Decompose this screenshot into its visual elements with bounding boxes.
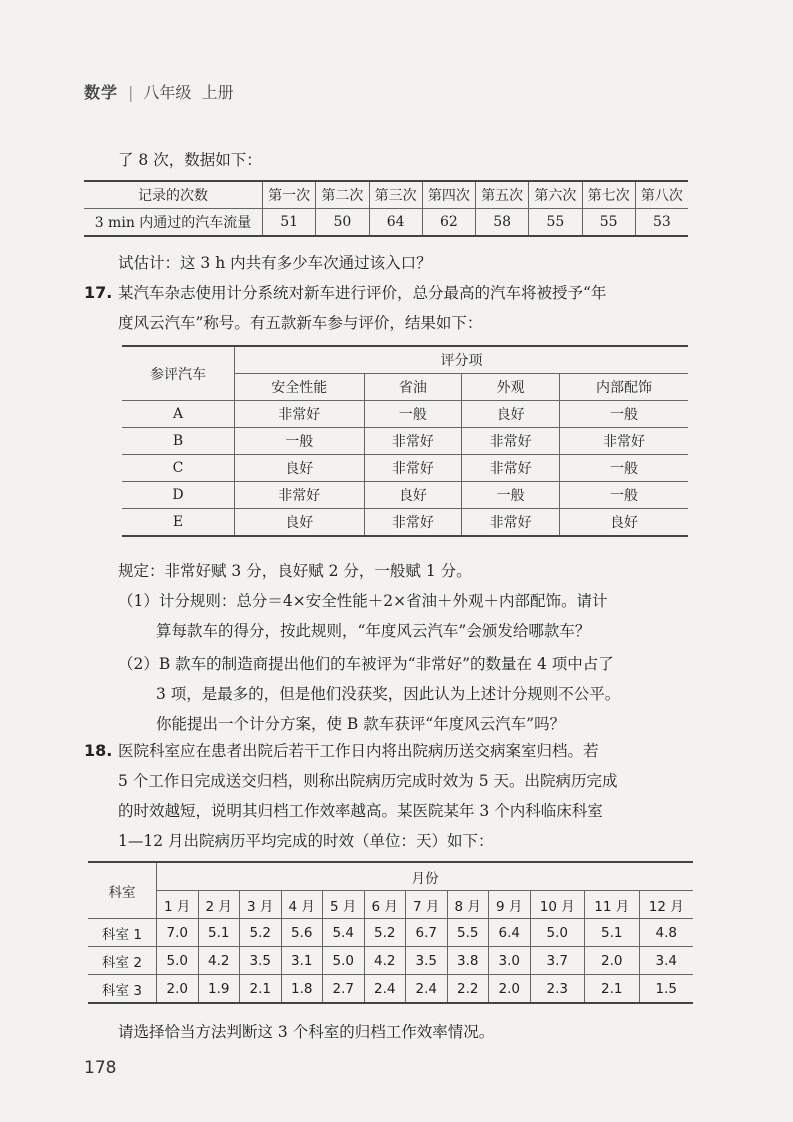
table-cell: 2.2	[447, 975, 489, 1004]
table-header-cell: 第三次	[369, 181, 422, 209]
table-cell: 良好	[235, 509, 365, 537]
table-cell: 5.5	[447, 919, 489, 947]
table-cell: 5.1	[198, 919, 240, 947]
table-cell: 3.4	[639, 947, 693, 975]
question-text: 度风云汽车”称号。有五款新车参与评价，结果如下：	[118, 314, 483, 332]
table-cell: 55	[529, 209, 582, 237]
table-cell: 64	[369, 209, 422, 237]
table-row	[122, 401, 688, 428]
table-cell: 7.0	[157, 919, 199, 947]
final-question-line: 请选择恰当方法判断这 3 个科室的归档工作效率情况。	[118, 1023, 495, 1041]
header-grade: 八年级	[143, 83, 192, 102]
part1-text: （1）计分规则：总分＝4×安全性能＋2×省油＋外观＋内部配饰。请计	[118, 592, 608, 610]
table-cell: 一般	[560, 401, 688, 428]
table-header-cell: 第一次	[263, 181, 316, 209]
table-header-cell: 9 月	[489, 891, 531, 919]
table-row	[84, 181, 688, 209]
table-row	[122, 455, 688, 482]
page-header	[84, 80, 234, 103]
table-header-cell: 第八次	[635, 181, 688, 209]
part2-text: （2）B 款车的制造商提出他们的车被评为“非常好”的数量在 4 项中占了	[118, 655, 614, 673]
question-text: 某汽车杂志使用计分系统对新车进行评价，总分最高的汽车将被授予“年	[118, 284, 607, 302]
table-row	[88, 891, 693, 919]
header-volume: 上册	[201, 83, 234, 102]
part2-text: 3 项，是最多的，但是他们没获奖，因此认为上述计分规则不公平。	[156, 685, 621, 703]
table-header-cell: 第五次	[476, 181, 529, 209]
table-cell: 5.2	[364, 919, 406, 947]
table-cell: 2.0	[489, 975, 531, 1004]
table-row	[122, 509, 688, 537]
table-cell: 2.1	[240, 975, 282, 1004]
table-header-cell: 7 月	[406, 891, 448, 919]
table-cell: 3.5	[240, 947, 282, 975]
question-text: 5 个工作日完成送交归档，则称出院病历完成时效为 5 天。出院病历完成	[118, 772, 618, 790]
table-cell: 一般	[364, 401, 462, 428]
table-row	[88, 862, 693, 891]
table-cell: 5.0	[530, 919, 585, 947]
table-cell: 4.2	[364, 947, 406, 975]
table-cell: 51	[263, 209, 316, 237]
table-cell: 3.5	[406, 947, 448, 975]
table-group-header: 评分项	[235, 346, 689, 374]
table-header-cell: 安全性能	[235, 374, 365, 401]
table-row-header: 科室 3	[88, 975, 157, 1004]
table-cell: 良好	[560, 509, 688, 537]
question-text: 1—12 月出院病历平均完成的时效（单位：天）如下：	[118, 832, 494, 850]
table-cell: 62	[422, 209, 475, 237]
table-corner-header: 参评汽车	[122, 346, 235, 401]
table-cell: 非常好	[364, 455, 462, 482]
header-separator: |	[128, 83, 134, 102]
traffic-table	[84, 180, 688, 237]
table-cell: 良好	[235, 455, 365, 482]
table-cell: 5.1	[585, 919, 640, 947]
table-cell: 2.0	[157, 975, 199, 1004]
table-row	[88, 975, 693, 1004]
table-header-cell: 3 月	[240, 891, 282, 919]
table-header-cell: 8 月	[447, 891, 489, 919]
table-cell: 1.9	[198, 975, 240, 1004]
table-row	[122, 346, 688, 374]
table-header-cell: 省油	[364, 374, 462, 401]
table-header-cell: 第二次	[316, 181, 369, 209]
table-row	[122, 428, 688, 455]
table-cell: 2.4	[364, 975, 406, 1004]
table-cell: 2.4	[406, 975, 448, 1004]
table-cell: 一般	[560, 482, 688, 509]
rule-line: 规定：非常好赋 3 分，良好赋 2 分，一般赋 1 分。	[118, 562, 472, 580]
table-cell: 5.6	[281, 919, 323, 947]
table-header-cell: 第六次	[529, 181, 582, 209]
table-cell: 1.8	[281, 975, 323, 1004]
table-cell: 3.1	[281, 947, 323, 975]
table-cell: 非常好	[462, 428, 560, 455]
table-row-header: A	[122, 401, 235, 428]
car-rating-table	[122, 345, 688, 537]
table-row-header: 科室 2	[88, 947, 157, 975]
page-number: 178	[84, 1058, 117, 1078]
table-cell: 非常好	[364, 428, 462, 455]
table-cell: 5.0	[323, 947, 365, 975]
table-row-header: 3 min 内通过的汽车流量	[84, 209, 263, 237]
question-text: 的时效越短，说明其归档工作效率越高。某医院某年 3 个内科临床科室	[118, 802, 603, 820]
table-row-header: D	[122, 482, 235, 509]
table-cell: 6.7	[406, 919, 448, 947]
table-cell: 3.7	[530, 947, 585, 975]
table-header-cell: 4 月	[281, 891, 323, 919]
table-cell: 1.5	[639, 975, 693, 1004]
table-cell: 5.0	[157, 947, 199, 975]
table-header-cell: 5 月	[323, 891, 365, 919]
table-cell: 非常好	[462, 509, 560, 537]
table-cell: 非常好	[364, 509, 462, 537]
table-cell: 2.1	[585, 975, 640, 1004]
table-cell: 非常好	[235, 482, 365, 509]
table-cell: 3.0	[489, 947, 531, 975]
table-cell: 一般	[235, 428, 365, 455]
table-cell: 6.4	[489, 919, 531, 947]
table-cell: 53	[635, 209, 688, 237]
table-header-cell: 第七次	[582, 181, 635, 209]
table-group-header: 月份	[157, 862, 694, 891]
table-header-cell: 11 月	[585, 891, 640, 919]
table-header-cell: 6 月	[364, 891, 406, 919]
table-cell: 非常好	[560, 428, 688, 455]
department-timeliness-table	[88, 861, 693, 1004]
table-cell: 良好	[364, 482, 462, 509]
table-cell: 2.0	[585, 947, 640, 975]
table-cell: 55	[582, 209, 635, 237]
table-header-cell: 12 月	[639, 891, 693, 919]
table-cell: 非常好	[235, 401, 365, 428]
table-header-cell: 内部配饰	[560, 374, 688, 401]
part2-text: 你能提出一个计分方案，使 B 款车获评“年度风云汽车”吗？	[156, 715, 566, 733]
question-number: 17.	[84, 283, 113, 302]
table-cell: 5.4	[323, 919, 365, 947]
table-header-cell: 2 月	[198, 891, 240, 919]
table-cell: 2.7	[323, 975, 365, 1004]
intro-line: 了 8 次，数据如下：	[118, 151, 262, 169]
table-cell: 50	[316, 209, 369, 237]
table-cell: 一般	[462, 482, 560, 509]
table-header-cell: 第四次	[422, 181, 475, 209]
table-row-header: C	[122, 455, 235, 482]
table-cell: 3.8	[447, 947, 489, 975]
table-row	[88, 919, 693, 947]
table-cell: 一般	[560, 455, 688, 482]
table-row	[122, 482, 688, 509]
table-row-header: 科室 1	[88, 919, 157, 947]
part1-text: 算每款车的得分，按此规则，“年度风云汽车”会颁发给哪款车？	[156, 622, 591, 640]
table-cell: 非常好	[462, 455, 560, 482]
table-row	[84, 209, 688, 237]
table-header-cell: 10 月	[530, 891, 585, 919]
question-text: 医院科室应在患者出院后若干工作日内将出院病历送交病案室归档。若	[118, 742, 599, 760]
table-row-header: E	[122, 509, 235, 537]
table-cell: 5.2	[240, 919, 282, 947]
table-row-header: B	[122, 428, 235, 455]
table-row-header: 记录的次数	[84, 181, 263, 209]
question-number: 18.	[84, 741, 113, 760]
table-cell: 4.8	[639, 919, 693, 947]
header-subject: 数学	[84, 83, 119, 102]
table-cell: 4.2	[198, 947, 240, 975]
estimate-line: 试估计：这 3 h 内共有多少车次通过该入口？	[118, 254, 432, 272]
table-corner-header: 科室	[88, 862, 157, 919]
table-cell: 良好	[462, 401, 560, 428]
table-cell: 58	[476, 209, 529, 237]
table-header-cell: 1 月	[157, 891, 199, 919]
table-header-cell: 外观	[462, 374, 560, 401]
table-row	[88, 947, 693, 975]
table-cell: 2.3	[530, 975, 585, 1004]
